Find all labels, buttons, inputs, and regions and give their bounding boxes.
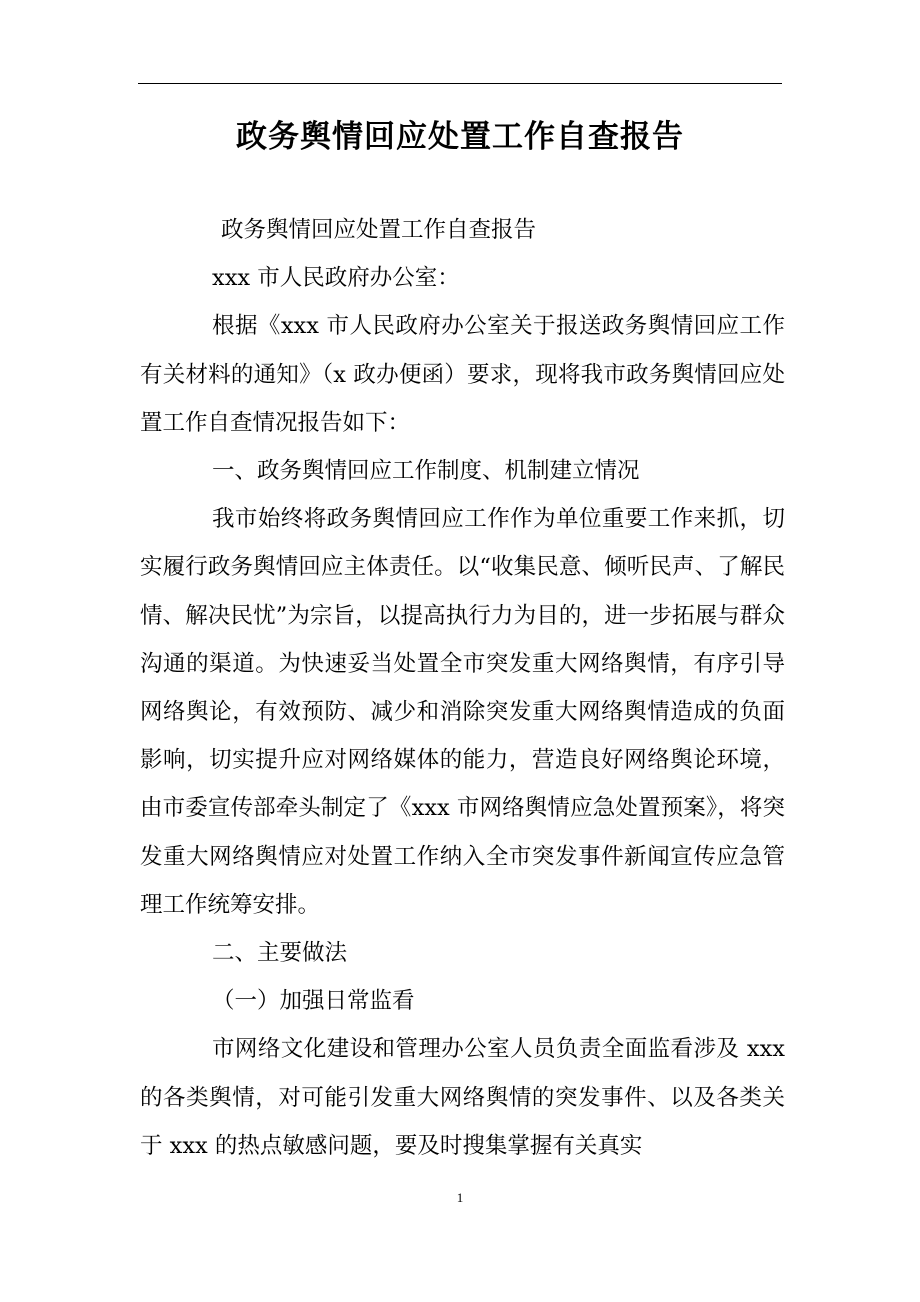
- intro-paragraph: 根据《xxx 市人民政府办公室关于报送政务舆情回应工作有关材料的通知》（x 政办便函）要求，现将我市政务舆情回应处置工作自查情况报告如下：: [140, 313, 785, 436]
- header-rule: [138, 83, 782, 84]
- subtitle-paragraph: 政务舆情回应处置工作自查报告: [221, 217, 537, 243]
- subsection-heading-1: （一）加强日常监看: [212, 988, 415, 1015]
- section-heading-2: 二、主要做法: [212, 940, 348, 967]
- section-heading-1: 一、政务舆情回应工作制度、机制建立情况: [212, 458, 640, 485]
- subsection-1-paragraph: 市网络文化建设和管理办公室人员负责全面监看涉及 xxx 的各类舆情，对可能引发重大网络舆情的突发事件、以及各类关于 xxx 的热点敏感问题，要及时搜集掌握有关真实: [140, 1036, 785, 1159]
- section-1-paragraph: 我市始终将政务舆情回应工作作为单位重要工作来抓，切实履行政务舆情回应主体责任。以“收集民意、倾听民声、了解民情、解决民忧”为宗旨，以提高执行力为目的，进一步拓展与群众沟通的渠道。为快速妥当处置全市突发重大网络舆情，有序引导网络舆论，有效预防、减少和消除突发重大网络舆情造成的负面影响，切实提升应对网络媒体的能力，营造良好网络舆论环境，由市委宣传部牵头制定了《xxx 市网络舆情应急处置预案》，将突发重大网络舆情应对处置工作纳入全市突发事件新闻宣传应急管理工作统筹安排。: [140, 506, 785, 918]
- document-title: 政务舆情回应处置工作自查报告: [236, 119, 684, 155]
- salutation-paragraph: xxx 市人民政府办公室：: [212, 265, 460, 292]
- page-number: 1: [456, 1190, 464, 1205]
- document-body: [140, 206, 785, 1170]
